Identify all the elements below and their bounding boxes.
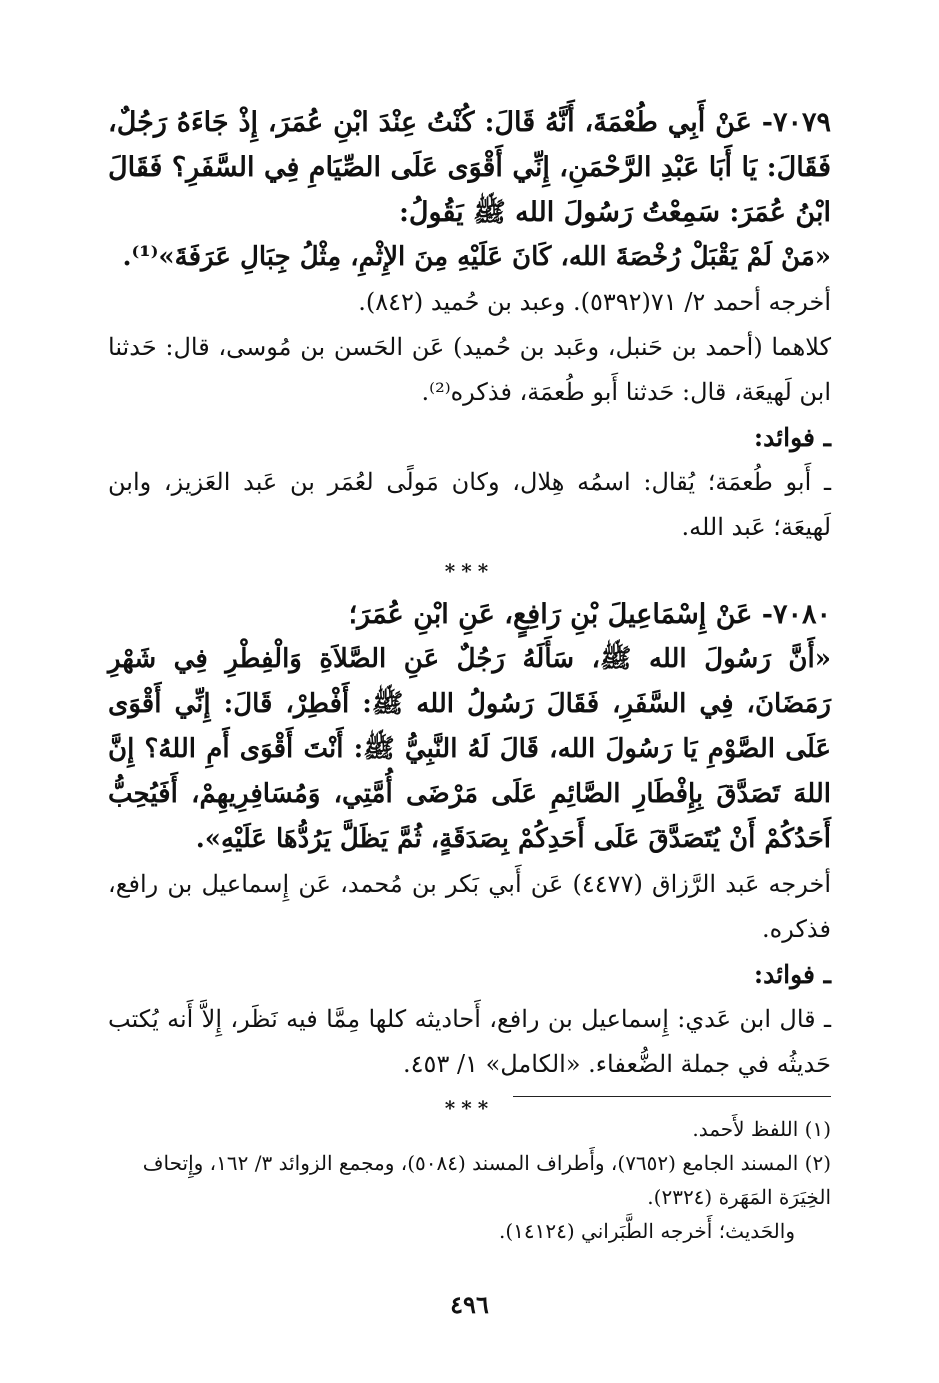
hadith-7079-benefit: ـ أَبو طُعمَة؛ يُقال: اسمُه هِلال، وكان مَولًى لعُمَر بن عَبد العَزيز، وابن لَهيعَة؛ عَبد الله. [108,468,831,541]
footnotes [108,1112,831,1248]
hadith-7080-quote: «أَنَّ رَسُولَ الله ﷺ، سَأَلَهُ رَجُلٌ عَنِ الصَّلاَةِ وَالْفِطْرِ فِي شَهْرِ رَمَضَانَ، فِي السَّفَرِ، فَقَالَ رَسُولُ الله ﷺ: أَفْطِرْ، قَالَ: إِنِّي أَقْوَى عَلَى الصَّوْمِ يَا رَسُولَ الله، قَالَ لَهُ النَّبِيُّ ﷺ: أَنْتَ أَقْوَى أَمِ اللهُ؟ إِنَّ اللهَ تَصَدَّقَ بِإِفْطَارِ الصَّائِمِ عَلَى مَرْضَى أُمَّتِي، وَمُسَافِرِيهِمْ، أَفَيُحِبُّ أَحَدُكُمْ أَنْ يُتَصَدَّقَ عَلَى أَحَدِكُمْ بِصَدَقَةٍ، ثُمَّ يَظَلَّ يَرُدُّهَا عَلَيْهِ». [108,644,831,854]
footnote-2: (٢) المسند الجامع (٧٦٥٢)، وأَطراف المسند (٥٠٨٤)، ومجمع الزوائد ٣/ ١٦٢، وإِتحاف الخِيَرَة المَهَرة (٢٣٢٤). [142,1151,831,1209]
hadith-7079-chain: كلاهما (أحمد بن حَنبل، وعَبد بن حُميد) عَن الحَسن بن مُوسى، قال: حَدثنا ابن لَهيعَة، قال: حَدثنا أَبو طُعمَة، فذكره⁽²⁾. [108,333,831,406]
footnote-2-continuation: والحَديث؛ أَخرجه الطَّبَراني (١٤١٢٤). [498,1219,795,1243]
hadith-7079-takhrij: أخرجه أحمد ٢/ ٧١(٥٣٩٢). وعبد بن حُميد (٨٤٢). [358,288,831,316]
hadith-line: رَسُولَ الله ﷺ يَقُولُ: [398,197,633,228]
section-separator: *** [444,1096,495,1120]
hadith-7080-opening [108,592,831,637]
hadith-7079-quote: «مَنْ لَمْ يَقْبَلْ رُخْصَةَ الله، كَانَ عَلَيْهِ مِنَ الإِثْمِ، مِثْلُ جِبَالِ عَرَفَةَ»⁽¹⁾. [122,242,831,272]
hadith-7079-opening [108,100,831,235]
footnote-1: (١) اللفظ لأَحمد. [692,1117,831,1141]
hadith-line: فَقَالَ: يَا أَبَا عَبْدِ الرَّحْمَنِ، إِنِّي أَقْوَى عَلَى الصِّيَامِ فِي السَّفَرِ؟ فَقَالَ ابْنُ عُمَرَ: سَمِعْتُ [108,152,831,228]
main-text [108,100,831,1129]
section-separator: *** [444,559,495,583]
hadith-number: ٧٠٧٩- [761,107,831,138]
page-number: ٤٩٦ [450,1290,489,1319]
hadith-number: ٧٠٨٠- [761,599,831,630]
benefits-label: ـ فوائد: [753,423,831,452]
hadith-line: عَنْ إِسْمَاعِيلَ بْنِ رَافِعٍ، عَنِ ابْنِ عُمَرَ؛ [348,599,753,630]
hadith-line: عَنْ أَبِي طُعْمَةَ، أَنَّهُ قَالَ: كُنْتُ عِنْدَ ابْنِ عُمَرَ، إِذْ جَاءَهُ رَجُلٌ، [108,107,752,138]
hadith-7080-benefit: ـ قال ابن عَدي: إِسماعيل بن رافع، أَحاديثه كلها مِمَّا فيه نَظَر، إِلاَّ أَنه يُكتب حَديثُه في جملة الضُّعفاء. «الكامل» ١/ ٤٥٣. [108,1005,831,1078]
hadith-7080-takhrij: أخرجه عَبد الرَّزاق (٤٤٧٧) عَن أَبي بَكر بن مُحمد، عَن إِسماعيل بن رافع، فذكره. [108,870,831,943]
footnote-divider [513,1096,831,1097]
benefits-label: ـ فوائد: [753,960,831,989]
